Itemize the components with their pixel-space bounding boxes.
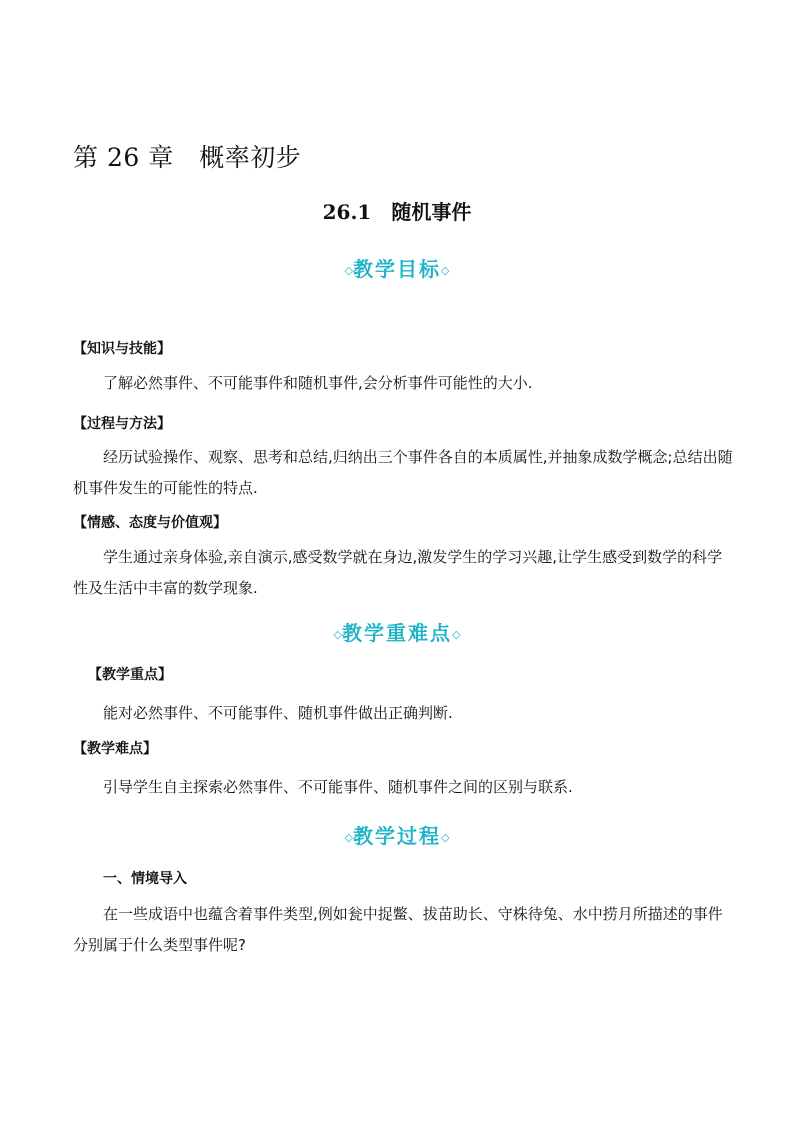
step1-text: 在一些成语中也蕴含着事件类型,例如瓮中捉鳖、拔苗助长、守株待兔、水中捞月所描述的事件分别属于什么类型事件呢? (73, 905, 723, 954)
section-title: 26.1 随机事件 (322, 200, 472, 224)
emotion-text: 学生通过亲身体验,亲自演示,感受数学就在身边,激发学生的学习兴趣,让学生感受到数学的科学性及生活中丰富的数学现象. (73, 548, 723, 597)
process-method-text: 经历试验操作、观察、思考和总结,归纳出三个事件各自的本质属性,并抽象成数学概念;总结出随机事件发生的可能性的特点. (73, 448, 733, 497)
knowledge-label: 【知识与技能】 (73, 341, 171, 357)
diamond-icon: ◇ (333, 628, 342, 641)
focus-text: 能对必然事件、不可能事件、随机事件做出正确判断. (103, 704, 453, 722)
focus-label: 【教学重点】 (88, 667, 172, 683)
process-method-label: 【过程与方法】 (73, 416, 171, 432)
chapter-title: 第 26 章 概率初步 (73, 143, 302, 172)
knowledge-text: 了解必然事件、不可能事件和随机事件,会分析事件可能性的大小. (103, 374, 533, 392)
difficulty-text: 引导学生自主探索必然事件、不可能事件、随机事件之间的区别与联系. (103, 778, 573, 796)
step1-heading: 一、情境导入 (103, 871, 187, 887)
diamond-icon: ◇ (344, 831, 353, 844)
banner-objectives (0, 253, 794, 282)
diamond-icon: ◇ (344, 264, 353, 277)
emotion-label: 【情感、态度与价值观】 (73, 515, 227, 531)
banner-key-points (0, 617, 794, 646)
banner-key-points-text: 教学重难点 (342, 621, 452, 645)
banner-process-text: 教学过程 (353, 824, 441, 848)
diamond-icon: ◇ (452, 628, 461, 641)
difficulty-label: 【教学难点】 (73, 741, 157, 757)
diamond-icon: ◇ (441, 264, 450, 277)
banner-objectives-text: 教学目标 (353, 257, 441, 281)
diamond-icon: ◇ (441, 831, 450, 844)
banner-process (0, 820, 794, 849)
